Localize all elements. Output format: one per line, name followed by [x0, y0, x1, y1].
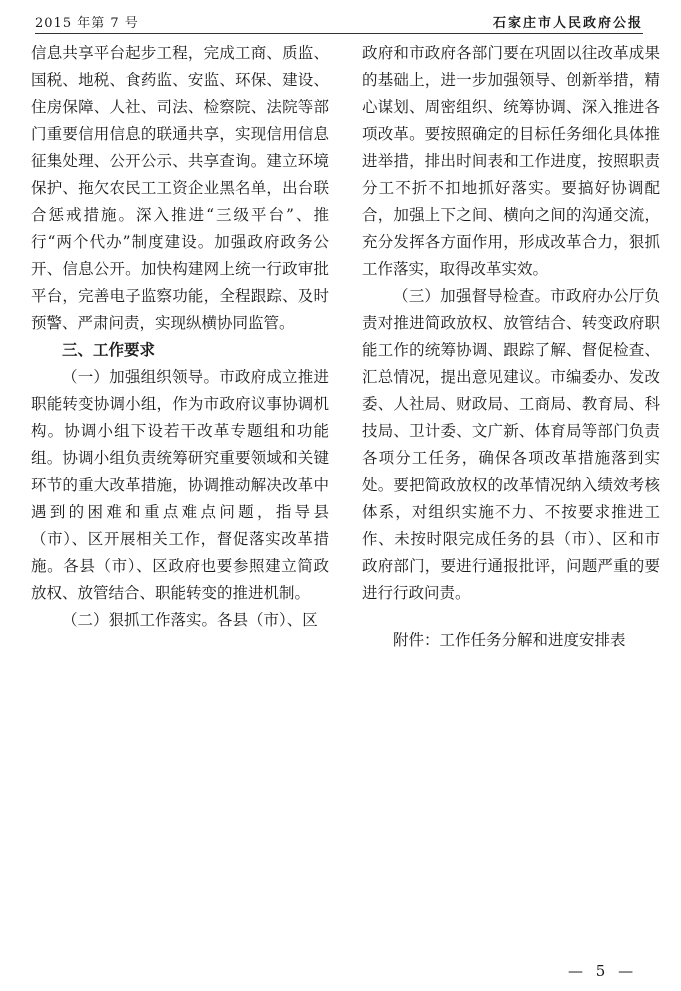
paragraph-body: 各县（市）、区 — [217, 611, 318, 629]
left-column — [31, 40, 329, 634]
paragraph-lead: （一）加强组织领导。 — [62, 368, 220, 386]
issue-number: 2015 年第 7 号 — [35, 16, 139, 31]
right-column — [362, 40, 660, 654]
paragraph-continued: 政府和市政府各部门要在巩固以往改革成果的基础上，进一步加强领导、创新举措，精心谋划、周密组织、统筹协调、深入推进各项改革。要按照确定的目标任务细化具体推进举措，排出时间表和工作进度，按照职责分工不折不扣地抓好落实。要搞好协调配合，加强上下之间、横向之间的沟通交流，充分发挥各方面作用，形成改革合力，狠抓工作落实，取得改革实效。 — [362, 44, 660, 278]
paragraph-supervision — [362, 283, 660, 607]
section-heading: 三、工作要求 — [62, 341, 156, 359]
paragraph-organization-leadership — [31, 364, 329, 607]
page-number: — 5 — — [568, 962, 638, 980]
attachment-note: 附件：工作任务分解和进度安排表 — [393, 631, 626, 649]
paragraph-lead: （三）加强督导检查。 — [393, 287, 551, 305]
paragraph-implementation — [31, 607, 329, 634]
paragraph-body: 市政府成立推进职能转变协调小组，作为市政府议事协调机构。协调小组下设若干改革专题组和功能组。协调小组负责统筹研究重要领域和关键环节的重大改革措施，协调推动解决改革中遇到的困难和重点难点问题，指导县（市）、区开展相关工作，督促落实改革措施。各县（市）、区政府也要参照建立简政放权、放管结合、职能转变的推进机制。 — [31, 368, 329, 602]
paragraph-lead: （二）狠抓工作落实。 — [62, 611, 218, 629]
header-divider — [35, 33, 643, 34]
paragraph-continued: 信息共享平台起步工程，完成工商、质监、国税、地税、食药监、安监、环保、建设、住房保障、人社、司法、检察院、法院等部门重要信用信息的联通共享，实现信用信息征集处理、公开公示、共享查询。建立环境保护、拖欠农民工工资企业黑名单，出台联合惩戒措施。深入推进“三级平台”、推行“两个代办”制度建设。加强政府政务公开、信息公开。加快构建网上统一行政审批平台，完善电子监察功能，全程跟踪、及时预警、严肃问责，实现纵横协同监管。 — [31, 44, 329, 332]
publication-title: 石家庄市人民政府公报 — [492, 16, 643, 31]
paragraph-body: 市政府办公厅负责对推进简政放权、放管结合、转变政府职能工作的统筹协调、跟踪了解、督促检查、汇总情况，提出意见建议。市编委办、发改委、人社局、财政局、工商局、教育局、科技局、卫计委、文广新、体育局等部门负责各项分工任务，确保各项改革措施落到实处。要把简政放权的改革情况纳入绩效考核体系，对组织实施不力、不按要求推进工作、未按时限完成任务的县（市）、区和市政府部门，要进行通报批评，问题严重的要进行行政问责。 — [362, 287, 660, 602]
